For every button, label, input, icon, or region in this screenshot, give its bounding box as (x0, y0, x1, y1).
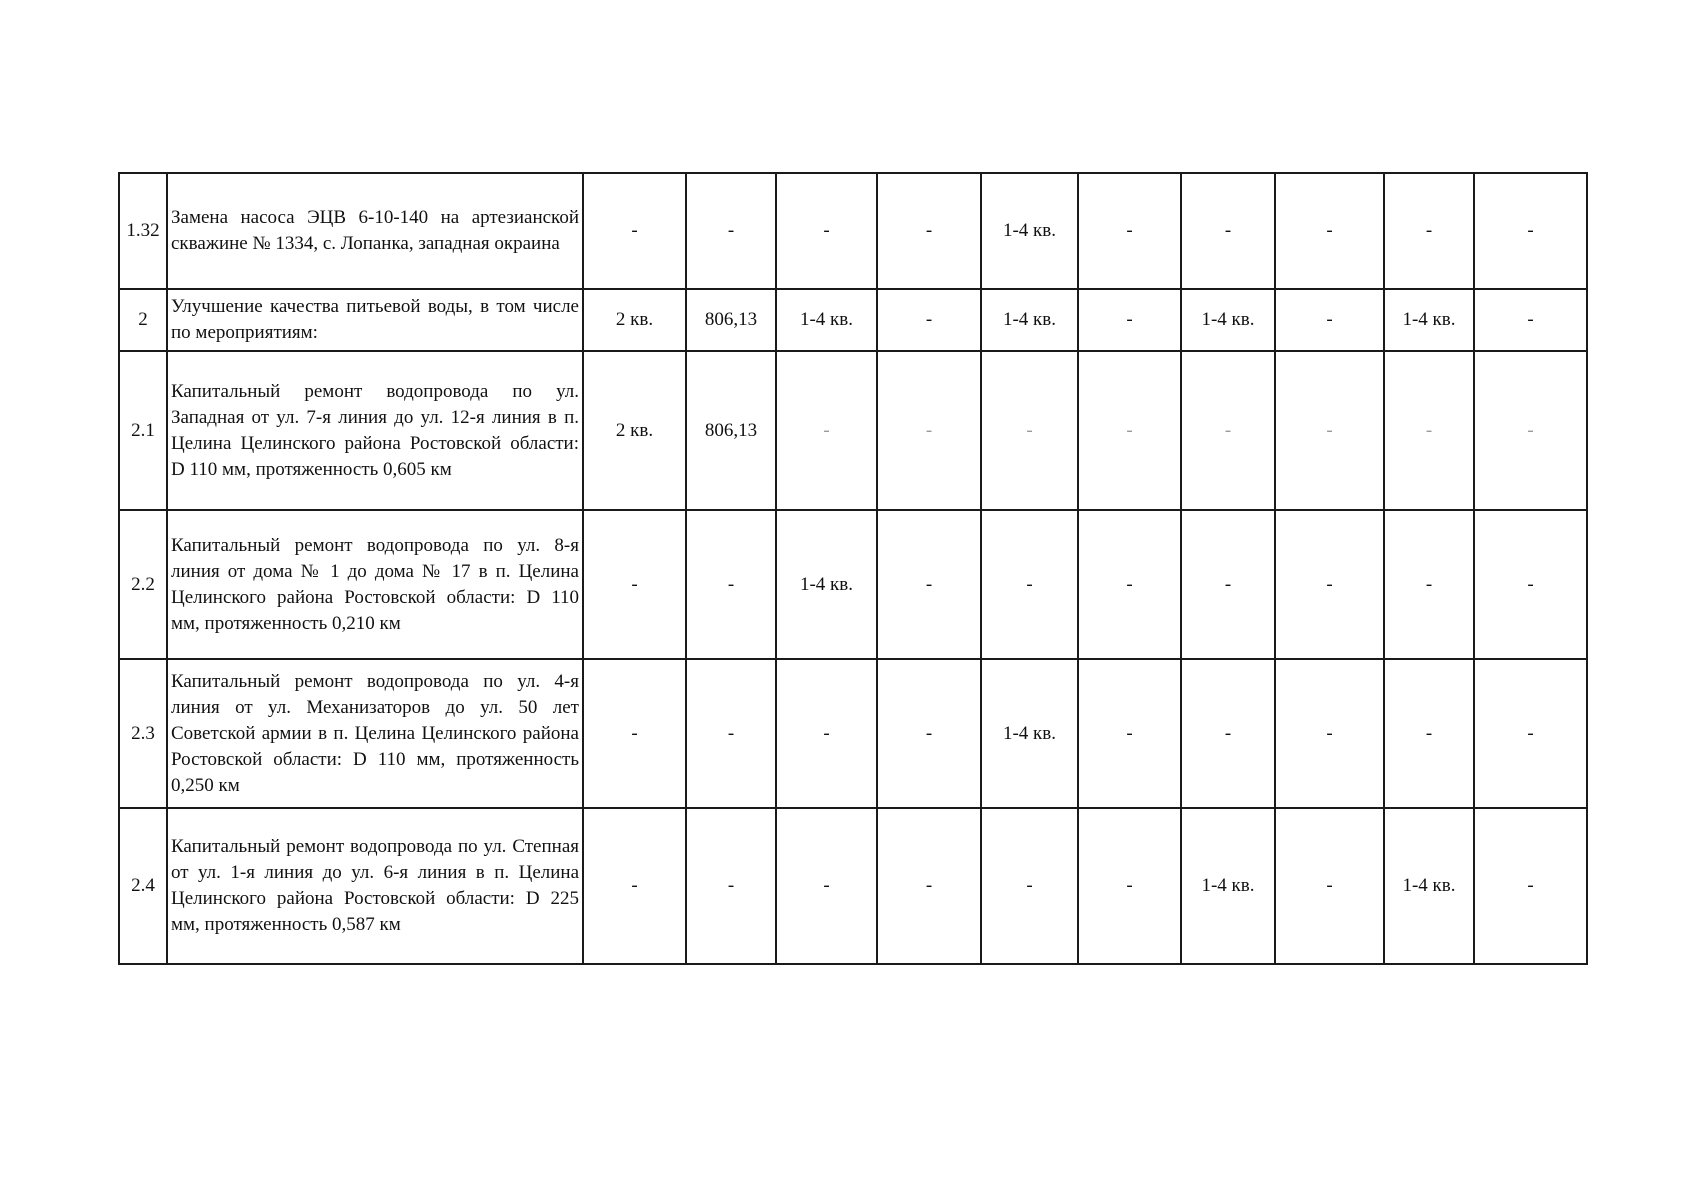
table-cell: - (1181, 173, 1275, 289)
table-cell: - (1384, 173, 1474, 289)
measure-description: Улучшение качества питьевой воды, в том числе по мероприятиям: (167, 289, 583, 351)
measure-description: Капитальный ремонт водопровода по ул. 8-я линия от дома № 1 до дома № 17 в п. Целина Целинского района Ростовской области: D 110 мм, протяженность 0,210 км (167, 510, 583, 659)
table-cell: - (1181, 659, 1275, 808)
row-number: 2.4 (119, 808, 167, 964)
table-cell: 1-4 кв. (776, 510, 877, 659)
table-cell: 2 кв. (583, 351, 686, 510)
table-cell: - (686, 808, 776, 964)
table-cell: - (877, 808, 981, 964)
table-cell: - (1474, 351, 1587, 510)
table-cell: - (1384, 510, 1474, 659)
table-row (119, 808, 1587, 964)
table-row (119, 659, 1587, 808)
table-cell: - (1275, 659, 1384, 808)
table-cell: - (776, 351, 877, 510)
table-cell: 806,13 (686, 351, 776, 510)
measure-description: Капитальный ремонт водопровода по ул. Степная от ул. 1-я линия до ул. 6-я линия в п. Целина Целинского района Ростовской области: D 225 мм, протяженность 0,587 км (167, 808, 583, 964)
table-cell: 806,13 (686, 289, 776, 351)
row-number: 2.2 (119, 510, 167, 659)
table-cell: 1-4 кв. (981, 173, 1078, 289)
table-cell: 1-4 кв. (981, 289, 1078, 351)
table-cell: - (981, 510, 1078, 659)
row-number: 1.32 (119, 173, 167, 289)
table-cell: 1-4 кв. (981, 659, 1078, 808)
table-cell: - (877, 659, 981, 808)
table-cell: - (686, 510, 776, 659)
table-cell: - (583, 173, 686, 289)
table-cell: - (1181, 510, 1275, 659)
table-row (119, 351, 1587, 510)
table-cell: - (1078, 351, 1181, 510)
table-cell: 1-4 кв. (1384, 289, 1474, 351)
table-cell: - (776, 808, 877, 964)
table-cell: - (1078, 173, 1181, 289)
measure-description: Капитальный ремонт водопровода по ул. 4-я линия от ул. Механизаторов до ул. 50 лет Советской армии в п. Целина Целинского района Ростовской области: D 110 мм, протяженность 0,250 км (167, 659, 583, 808)
table-cell: - (1384, 351, 1474, 510)
table-cell: - (1078, 659, 1181, 808)
measure-description: Замена насоса ЭЦВ 6-10-140 на артезианской скважине № 1334, с. Лопанка, западная окраина (167, 173, 583, 289)
table-cell: - (1474, 808, 1587, 964)
table-cell: - (583, 808, 686, 964)
table-row (119, 289, 1587, 351)
table-cell: 2 кв. (583, 289, 686, 351)
table-cell: - (776, 659, 877, 808)
table-cell: 1-4 кв. (1384, 808, 1474, 964)
table-cell: - (1474, 173, 1587, 289)
row-number: 2 (119, 289, 167, 351)
table-cell: 1-4 кв. (1181, 289, 1275, 351)
row-number: 2.3 (119, 659, 167, 808)
table-row (119, 173, 1587, 289)
table-cell: - (1275, 808, 1384, 964)
table-cell: - (776, 173, 877, 289)
table-cell: - (1078, 289, 1181, 351)
table-cell: 1-4 кв. (1181, 808, 1275, 964)
table-cell: - (877, 351, 981, 510)
table-cell: - (583, 510, 686, 659)
table-cell: - (1275, 289, 1384, 351)
table-cell: - (686, 659, 776, 808)
table-cell: - (877, 510, 981, 659)
table-cell: 1-4 кв. (776, 289, 877, 351)
row-number: 2.1 (119, 351, 167, 510)
table-cell: - (1474, 510, 1587, 659)
table-cell: - (583, 659, 686, 808)
table-cell: - (1275, 173, 1384, 289)
table-cell: - (877, 289, 981, 351)
table-cell: - (981, 808, 1078, 964)
table-cell: - (1474, 289, 1587, 351)
table-row (119, 510, 1587, 659)
table-cell: - (981, 351, 1078, 510)
table-cell: - (1181, 351, 1275, 510)
table-cell: - (1384, 659, 1474, 808)
table-cell: - (1078, 510, 1181, 659)
table-cell: - (1474, 659, 1587, 808)
measures-table (118, 172, 1588, 965)
table-cell: - (1275, 351, 1384, 510)
table-cell: - (1078, 808, 1181, 964)
table-cell: - (1275, 510, 1384, 659)
measure-description: Капитальный ремонт водопровода по ул. Западная от ул. 7-я линия до ул. 12-я линия в п. Целина Целинского района Ростовской области: D 110 мм, протяженность 0,605 км (167, 351, 583, 510)
table-cell: - (686, 173, 776, 289)
table-cell: - (877, 173, 981, 289)
